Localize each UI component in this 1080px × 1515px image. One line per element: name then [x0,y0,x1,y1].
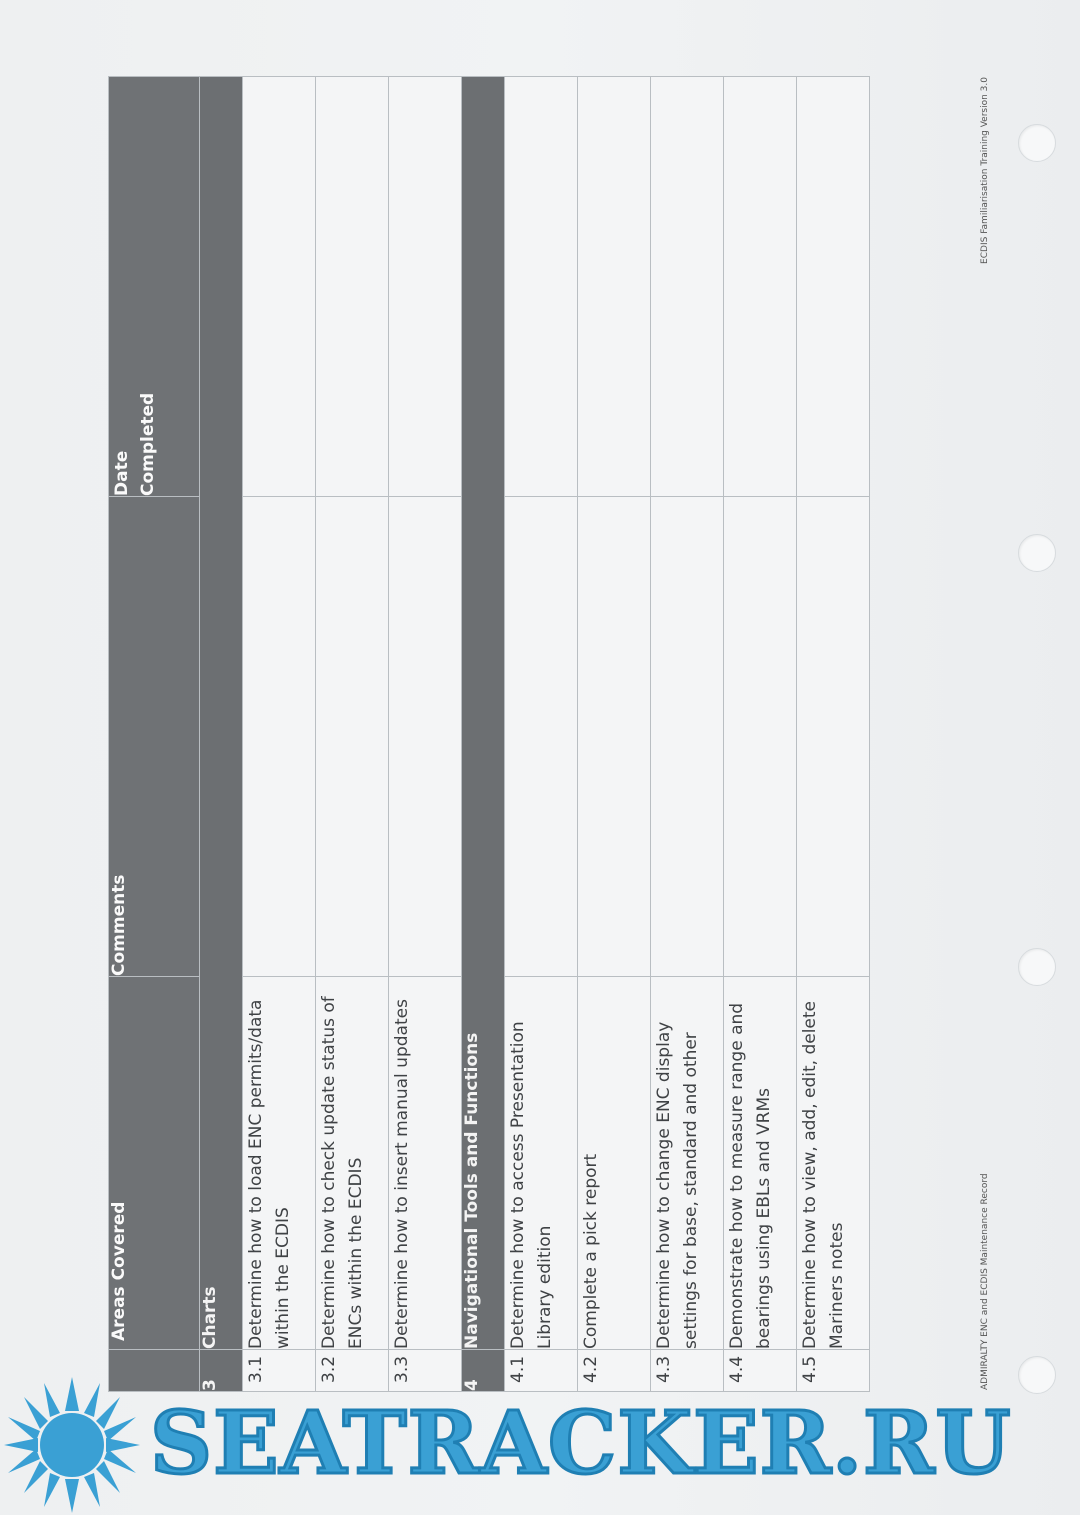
item-number: 3.2 [316,1350,389,1392]
table-row [651,77,724,1392]
item-comments-cell[interactable] [243,497,316,977]
item-area-text: Determine how to insert manual updates [389,977,462,1350]
familiarisation-table [108,76,870,1392]
item-area-text: Demonstrate how to measure range and bearings using EBLs and VRMs [724,977,797,1350]
item-date-cell[interactable] [389,77,462,497]
section-row [200,77,243,1392]
table-row [724,77,797,1392]
table-row [797,77,870,1392]
section-title: Navigational Tools and Functions [462,77,505,1350]
section-row [462,77,505,1392]
item-date-cell[interactable] [505,77,578,497]
header-comments: Comments [109,497,200,977]
item-number: 4.4 [724,1350,797,1392]
section-number: 4 [462,1350,505,1392]
item-comments-cell[interactable] [724,497,797,977]
item-comments-cell[interactable] [389,497,462,977]
item-comments-cell[interactable] [578,497,651,977]
item-area-text: Complete a pick report [578,977,651,1350]
item-area-text: Determine how to load ENC permits/data within the ECDIS [243,977,316,1350]
item-comments-cell[interactable] [316,497,389,977]
header-date-line2: Completed [138,392,158,496]
item-comments-cell[interactable] [505,497,578,977]
watermark-text: SEATRACKER.RU [150,1393,1012,1494]
table-row [505,77,578,1392]
item-area-text: Determine how to change ENC display settings for base, standard and other [651,977,724,1350]
punch-hole-middle [1018,534,1056,572]
item-area-text: Determine how to access Presentation Library edition [505,977,578,1350]
item-number: 3.3 [389,1350,462,1392]
item-number: 3.1 [243,1350,316,1392]
item-date-cell[interactable] [316,77,389,497]
footer-right-text: ECDIS Familiarisation Training Version 3.0 [980,77,990,264]
rotated-sheet [108,77,990,1392]
header-date-completed [109,77,200,497]
item-comments-cell[interactable] [651,497,724,977]
header-areas-covered: Areas Covered [109,977,200,1350]
item-date-cell[interactable] [578,77,651,497]
table-header-row [109,77,200,1392]
punch-hole-top [1018,124,1056,162]
footer-left-text: ADMIRALTY ENC and ECDIS Maintenance Record [980,1173,990,1390]
item-number: 4.3 [651,1350,724,1392]
punch-hole-lower [1018,948,1056,986]
section-title: Charts [200,77,243,1350]
item-date-cell[interactable] [651,77,724,497]
item-date-cell[interactable] [797,77,870,497]
table-row [389,77,462,1392]
item-comments-cell[interactable] [797,497,870,977]
watermark [0,1375,1080,1515]
item-area-text: Determine how to check update status of ENCs within the ECDIS [316,977,389,1350]
item-date-cell[interactable] [243,77,316,497]
table-row [243,77,316,1392]
section-number: 3 [200,1350,243,1392]
header-date-line1: Date [112,450,132,496]
item-number: 4.1 [505,1350,578,1392]
item-number: 4.2 [578,1350,651,1392]
table-row [578,77,651,1392]
item-area-text: Determine how to view, add, edit, delete Mariners notes [797,977,870,1350]
table-row [316,77,389,1392]
sun-logo-icon [0,1375,160,1515]
item-date-cell[interactable] [724,77,797,497]
item-number: 4.5 [797,1350,870,1392]
